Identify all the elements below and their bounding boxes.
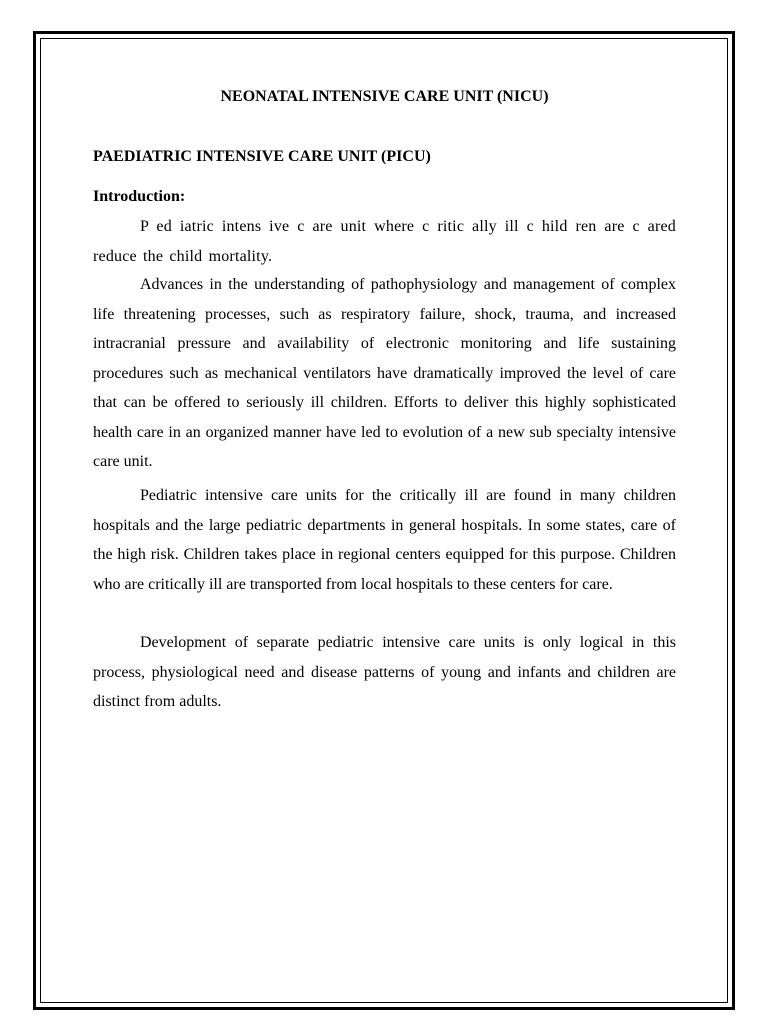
section-heading-introduction: Introduction: — [93, 188, 186, 205]
paragraph-4: Development of separate pediatric intensive care units is only logical in this process, physiological need and disease patterns of young and infants and children are distinct from adults. — [93, 634, 676, 710]
paragraph-2: Advances in the understanding of pathophysiology and management of complex life threatening processes, such as respiratory failure, shock, trauma, and increased intracranial pressure and availability of electronic monitoring and life sustaining procedures such as mechanical ventilators have dramatically improved the level of care that can be offered to seriously ill children. Efforts to deliver this highly sophisticated health care in an organized manner have led to evolution of a new sub specialty intensive care unit. — [93, 276, 676, 470]
document-title: NEONATAL INTENSIVE CARE UNIT (NICU) — [220, 88, 549, 105]
document-subtitle: PAEDIATRIC INTENSIVE CARE UNIT (PICU) — [93, 148, 431, 165]
paragraph-1: P ed iatric intens ive c are unit where c ritic ally ill c hild ren are c ared reduce the child mortality. — [93, 218, 676, 265]
paragraph-3: Pediatric intensive care units for the critically ill are found in many children hospitals and the large pediatric departments in general hospitals. In some states, care of the high risk. Children takes place in regional centers equipped for this purpose. Children who are critically ill are transported from local hospitals to these centers for care. — [93, 487, 676, 593]
